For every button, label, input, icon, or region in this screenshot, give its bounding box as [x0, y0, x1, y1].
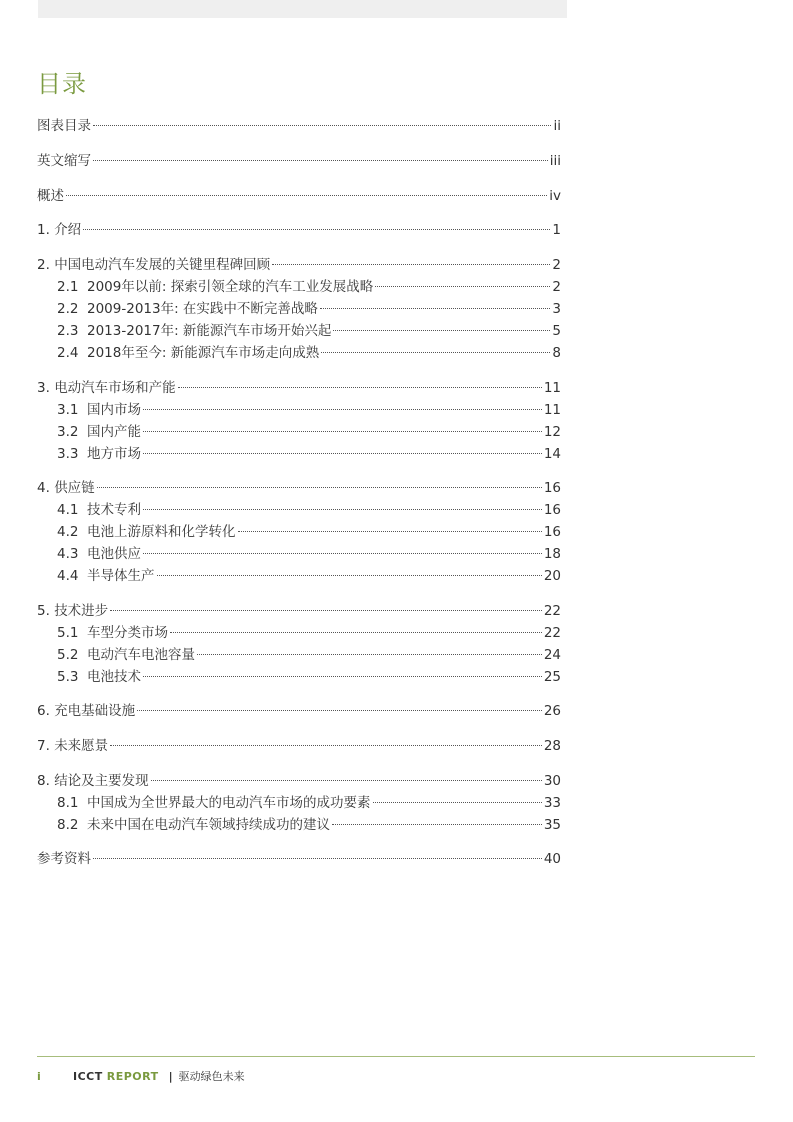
toc-entry-label: 2.2 2009-2013年: 在实践中不断完善战略	[57, 301, 318, 317]
toc-entry-label: 4. 供应链	[37, 480, 95, 496]
toc-entry-number: 8.2	[57, 817, 79, 833]
toc-leader-dots	[333, 330, 550, 331]
toc-entry-4-2[interactable]	[57, 522, 561, 542]
toc-entry-label: 2.3 2013-2017年: 新能源汽车市场开始兴起	[57, 323, 332, 339]
toc-entry-8-1[interactable]	[57, 793, 561, 813]
toc-entry-number: 3.	[37, 380, 50, 396]
toc-entry-label: 5. 技术进步	[37, 603, 109, 619]
toc-entry-page: 16	[543, 480, 561, 496]
toc-entry-label: 8.1 中国成为全世界最大的电动汽车市场的成功要素	[57, 795, 371, 811]
toc-entry-page: 14	[543, 446, 561, 462]
toc-entry-number: 6.	[37, 703, 50, 719]
toc-leader-dots	[238, 531, 542, 532]
toc-entry-1[interactable]	[37, 220, 561, 240]
toc-entry-page: iv	[549, 188, 561, 204]
toc-entry-page: 1	[552, 222, 561, 238]
toc-entry-number: 2.1	[57, 279, 79, 295]
toc-entry-2-4[interactable]	[57, 343, 561, 363]
toc-leader-dots	[320, 308, 550, 309]
top-band	[38, 0, 567, 18]
toc-entry-label: 5.1 车型分类市场	[57, 625, 168, 641]
toc-entry-number: 2.3	[57, 323, 79, 339]
toc-entry-label: 3.3 地方市场	[57, 446, 141, 462]
footer-page-number: i	[37, 1069, 41, 1083]
toc-entry-number: 5.1	[57, 625, 79, 641]
toc-entry-label: 8.2 未来中国在电动汽车领域持续成功的建议	[57, 817, 330, 833]
toc-entry-4-3[interactable]	[57, 544, 561, 564]
toc-leader-dots	[197, 654, 542, 655]
toc-entry-page: 5	[552, 323, 561, 339]
toc-entry-label: 4.1 技术专利	[57, 502, 141, 518]
toc-entry-number: 5.3	[57, 669, 79, 685]
footer-separator: |	[168, 1069, 173, 1083]
toc-entry-number: 4.1	[57, 502, 79, 518]
toc-entry-5-1[interactable]	[57, 623, 561, 643]
toc-entry-number: 3.2	[57, 424, 79, 440]
toc-entry-page: 20	[543, 568, 561, 584]
toc-entry-page: 12	[543, 424, 561, 440]
toc-entry-page: 2	[552, 257, 561, 273]
toc-entry-number: 4.4	[57, 568, 79, 584]
toc-entry-page: 11	[543, 380, 561, 396]
toc-entry-number: 2.4	[57, 345, 79, 361]
toc-entry-label: 2.1 2009年以前: 探索引领全球的汽车工业发展战略	[57, 279, 374, 295]
toc-leader-dots	[110, 745, 542, 746]
toc-entry-number: 8.1	[57, 795, 79, 811]
toc-entry-label: 3.1 国内市场	[57, 402, 141, 418]
page-footer	[37, 1068, 245, 1084]
toc-leader-dots	[375, 286, 550, 287]
toc-entry-label: 7. 未来愿景	[37, 738, 109, 754]
toc-entry-label: 8. 结论及主要发现	[37, 773, 149, 789]
footer-report-title: 驱动绿色未来	[178, 1070, 245, 1083]
toc-entry-7[interactable]	[37, 736, 561, 756]
toc-entry-label: 4.2 电池上游原料和化学转化	[57, 524, 236, 540]
toc-entry-8[interactable]	[37, 771, 561, 791]
toc-leader-dots	[321, 352, 550, 353]
toc-entry-page: 3	[552, 301, 561, 317]
toc-entry-number: 4.3	[57, 546, 79, 562]
toc-entry-page: 28	[543, 738, 561, 754]
toc-leader-dots	[137, 710, 542, 711]
toc-leader-dots	[170, 632, 542, 633]
toc-leader-dots	[93, 125, 551, 126]
toc-entry-page: 16	[543, 524, 561, 540]
toc-entry-label: 3. 电动汽车市场和产能	[37, 380, 176, 396]
toc-entry-label: 6. 充电基础设施	[37, 703, 136, 719]
toc-leader-dots	[143, 509, 542, 510]
toc-entry-5[interactable]	[37, 601, 561, 621]
toc-entry-page: 26	[543, 703, 561, 719]
toc-entry-label: 参考资料	[37, 851, 91, 867]
toc-entry-page: 30	[543, 773, 561, 789]
toc-entry-page: 11	[543, 402, 561, 418]
toc-entry-3-3[interactable]	[57, 444, 561, 464]
toc-leader-dots	[143, 453, 542, 454]
toc-entry-page: 22	[543, 603, 561, 619]
toc-entry-number: 3.1	[57, 402, 79, 418]
toc-entry-number: 2.2	[57, 301, 79, 317]
toc-entry-page: 35	[543, 817, 561, 833]
toc-entry-label: 2.4 2018年至今: 新能源汽车市场走向成熟	[57, 345, 320, 361]
toc-entry-number: 5.2	[57, 647, 79, 663]
toc-entry-page: 33	[543, 795, 561, 811]
toc-entry-label: 3.2 国内产能	[57, 424, 141, 440]
toc-entry-number: 4.	[37, 480, 50, 496]
toc-entry-2-1[interactable]	[57, 277, 561, 297]
toc-entry-2-3[interactable]	[57, 321, 561, 341]
toc-entry-page: 25	[543, 669, 561, 685]
toc-leader-dots	[272, 264, 550, 265]
toc-entry-label: 4.4 半导体生产	[57, 568, 155, 584]
toc-leader-dots	[151, 780, 542, 781]
toc-entry-4-4[interactable]	[57, 566, 561, 586]
toc-entry-3-1[interactable]	[57, 400, 561, 420]
toc-entry-figures[interactable]	[37, 116, 561, 136]
toc-entry-2-2[interactable]	[57, 299, 561, 319]
toc-leader-dots	[143, 553, 542, 554]
toc-entry-5-2[interactable]	[57, 645, 561, 665]
toc-entry-8-2[interactable]	[57, 815, 561, 835]
toc-entry-number: 8.	[37, 773, 50, 789]
toc-entry-label: 2. 中国电动汽车发展的关键里程碑回顾	[37, 257, 271, 273]
toc-entry-label: 5.2 电动汽车电池容量	[57, 647, 195, 663]
toc-entry-4[interactable]	[37, 478, 561, 498]
toc-entry-page: 16	[543, 502, 561, 518]
toc-entry-6[interactable]	[37, 701, 561, 721]
toc-entry-number: 3.3	[57, 446, 79, 462]
toc-title: 目录	[37, 70, 87, 98]
toc-entry-label: 图表目录	[37, 118, 91, 134]
toc-entry-number: 7.	[37, 738, 50, 754]
toc-entry-label: 5.3 电池技术	[57, 669, 141, 685]
toc-entry-3[interactable]	[37, 378, 561, 398]
toc-entry-label: 概述	[37, 188, 64, 204]
toc-entry-number: 2.	[37, 257, 50, 273]
toc-entry-number: 4.2	[57, 524, 79, 540]
toc-entry-summary[interactable]	[37, 186, 561, 206]
toc-entry-3-2[interactable]	[57, 422, 561, 442]
toc-entry-number: 1.	[37, 222, 50, 238]
toc-leader-dots	[143, 431, 542, 432]
toc-entry-page: ii	[553, 118, 561, 134]
toc-entry-page: 18	[543, 546, 561, 562]
toc-entry-page: 8	[552, 345, 561, 361]
toc-entry-label: 英文缩写	[37, 153, 91, 169]
footer-org-name: ICCT	[73, 1069, 103, 1083]
toc-leader-dots	[110, 610, 542, 611]
toc-leader-dots	[157, 575, 542, 576]
toc-entry-abbreviations[interactable]	[37, 151, 561, 171]
toc-leader-dots	[66, 195, 547, 196]
toc-leader-dots	[143, 676, 542, 677]
toc-leader-dots	[83, 229, 550, 230]
toc-entry-references[interactable]	[37, 849, 561, 869]
toc-entry-label: 1. 介绍	[37, 222, 82, 238]
toc-entry-label: 4.3 电池供应	[57, 546, 141, 562]
footer-rule	[37, 1056, 755, 1057]
toc-leader-dots	[373, 802, 542, 803]
toc-entry-2[interactable]	[37, 255, 561, 275]
toc-entry-page: 40	[543, 851, 561, 867]
toc-leader-dots	[178, 387, 542, 388]
toc-entry-5-3[interactable]	[57, 667, 561, 687]
toc-leader-dots	[93, 160, 548, 161]
toc-entry-page: 2	[552, 279, 561, 295]
toc-leader-dots	[93, 858, 542, 859]
toc-leader-dots	[332, 824, 542, 825]
toc-leader-dots	[143, 409, 542, 410]
toc-entry-page: 24	[543, 647, 561, 663]
toc-entry-number: 5.	[37, 603, 50, 619]
toc-entry-4-1[interactable]	[57, 500, 561, 520]
toc-entry-page: iii	[549, 153, 561, 169]
toc-leader-dots	[97, 487, 542, 488]
footer-report-label: REPORT	[106, 1069, 159, 1083]
toc-entry-page: 22	[543, 625, 561, 641]
